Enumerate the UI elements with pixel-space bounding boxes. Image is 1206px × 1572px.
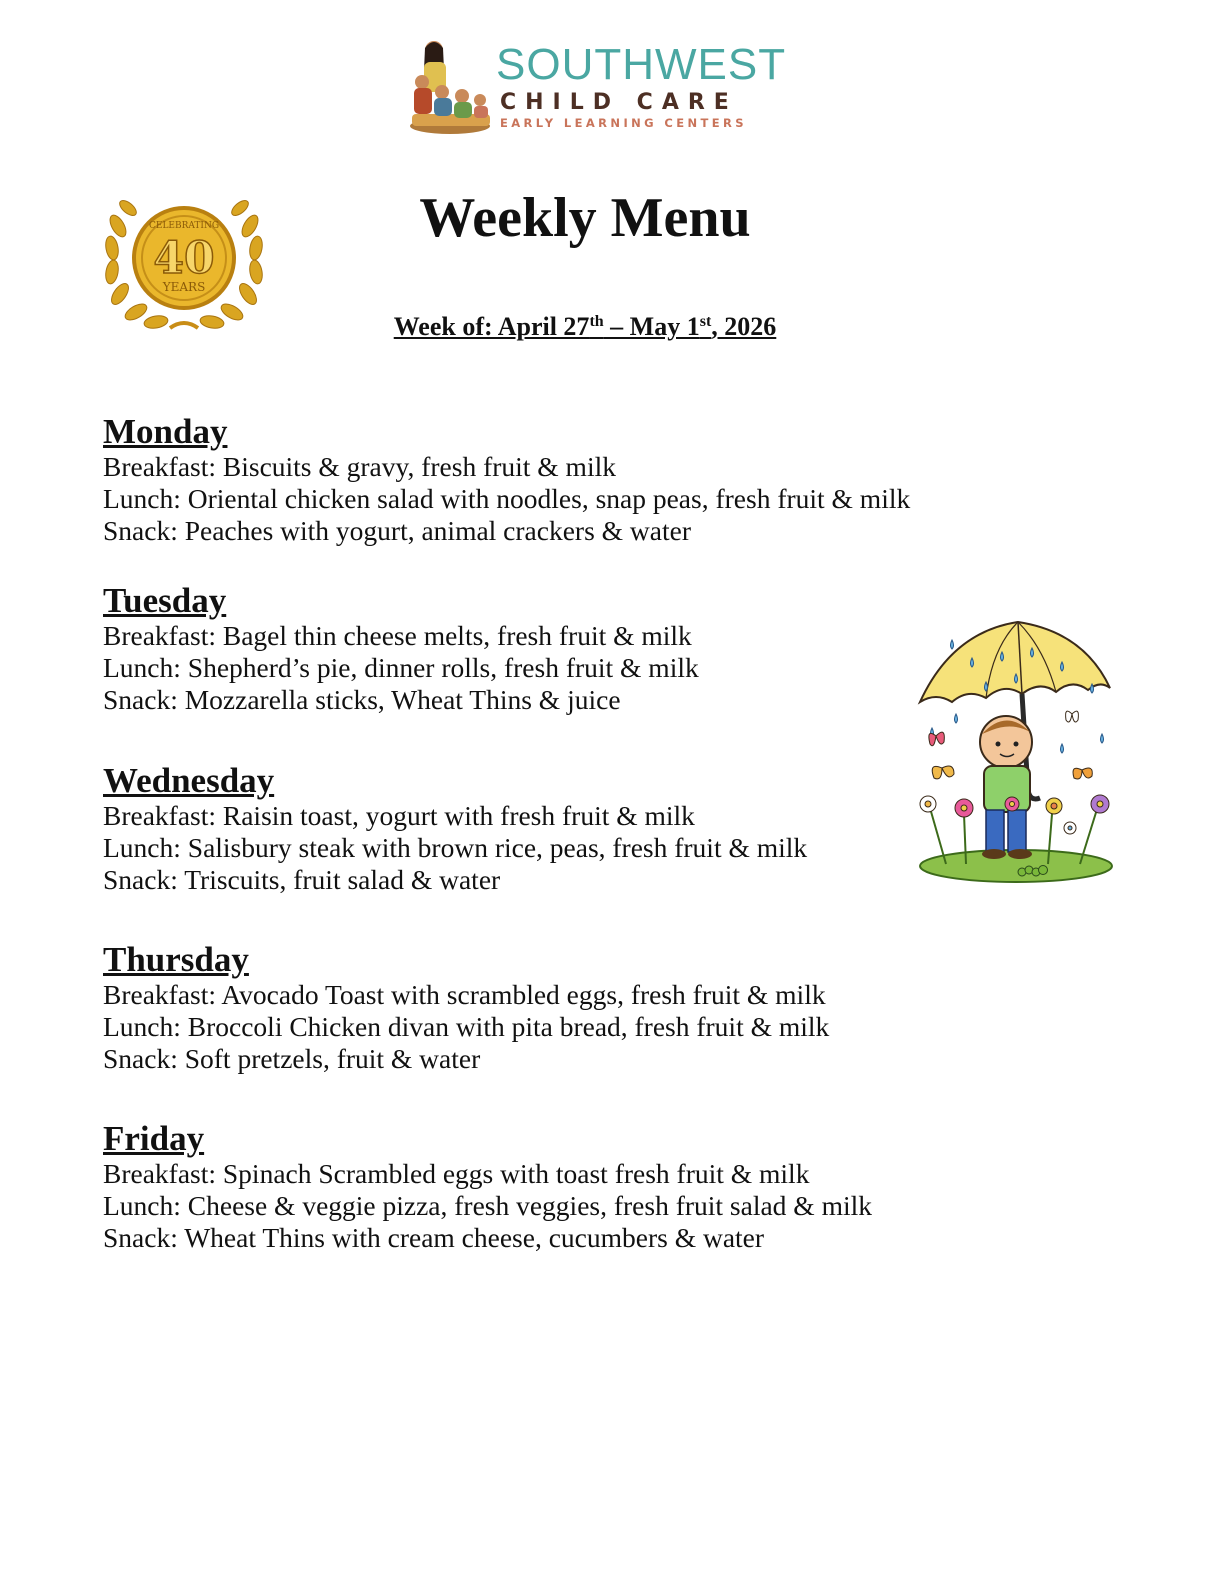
day-thursday [103, 941, 829, 1075]
day-name: Monday [103, 412, 228, 451]
logo-subname: CHILD CARE [500, 90, 738, 115]
breakfast-line: Breakfast: Raisin toast, yogurt with fresh fruit & milk [103, 800, 695, 831]
snack-line: Snack: Soft pretzels, fruit & water [103, 1043, 481, 1074]
day-wednesday [103, 762, 807, 896]
day-monday [103, 413, 910, 547]
seal-bottom-text: YEARS [162, 280, 206, 294]
lunch-line: Lunch: Broccoli Chicken divan with pita bread, fresh fruit & milk [103, 1011, 830, 1042]
snack-line: Snack: Triscuits, fruit salad & water [103, 864, 501, 895]
breakfast-line: Breakfast: Bagel thin cheese melts, fresh fruit & milk [103, 620, 692, 651]
snack-line: Snack: Peaches with yogurt, animal crackers & water [103, 515, 691, 546]
breakfast-line: Breakfast: Spinach Scrambled eggs with toast fresh fruit & milk [103, 1158, 810, 1189]
breakfast-line: Breakfast: Avocado Toast with scrambled eggs, fresh fruit & milk [103, 979, 826, 1010]
day-tuesday [103, 582, 699, 716]
southwest-child-care-logo [404, 36, 787, 136]
lunch-line: Lunch: Oriental chicken salad with noodles, snap peas, fresh fruit & milk [103, 483, 911, 514]
day-name: Friday [103, 1119, 205, 1158]
logo-name: SOUTHWEST [496, 40, 787, 89]
week-sup1: th [589, 313, 604, 330]
lunch-line: Lunch: Shepherd’s pie, dinner rolls, fresh fruit & milk [103, 652, 699, 683]
seal-top-text: CELEBRATING [148, 221, 220, 231]
snack-line: Snack: Wheat Thins with cream cheese, cucumbers & water [103, 1222, 765, 1253]
week-suffix: , 2026 [711, 312, 777, 341]
day-name: Tuesday [103, 581, 227, 620]
logo-tagline: EARLY LEARNING CENTERS [500, 116, 747, 130]
week-sup2: st [699, 313, 712, 330]
day-name: Wednesday [103, 761, 275, 800]
family-figures-icon [404, 36, 496, 136]
week-prefix: Week of: April 27 [393, 312, 590, 341]
lunch-line: Lunch: Cheese & veggie pizza, fresh veggies, fresh fruit salad & milk [103, 1190, 872, 1221]
seal-number: 40 [153, 233, 215, 284]
day-friday [103, 1120, 872, 1254]
week-range [0, 312, 1170, 342]
snack-line: Snack: Mozzarella sticks, Wheat Thins & juice [103, 684, 621, 715]
breakfast-line: Breakfast: Biscuits & gravy, fresh fruit & milk [103, 451, 616, 482]
umbrella-child-clipart [912, 618, 1118, 886]
day-name: Thursday [103, 940, 249, 979]
week-middle: – May 1 [603, 312, 700, 341]
page-title: Weekly Menu [419, 187, 751, 249]
lunch-line: Lunch: Salisbury steak with brown rice, peas, fresh fruit & milk [103, 832, 808, 863]
